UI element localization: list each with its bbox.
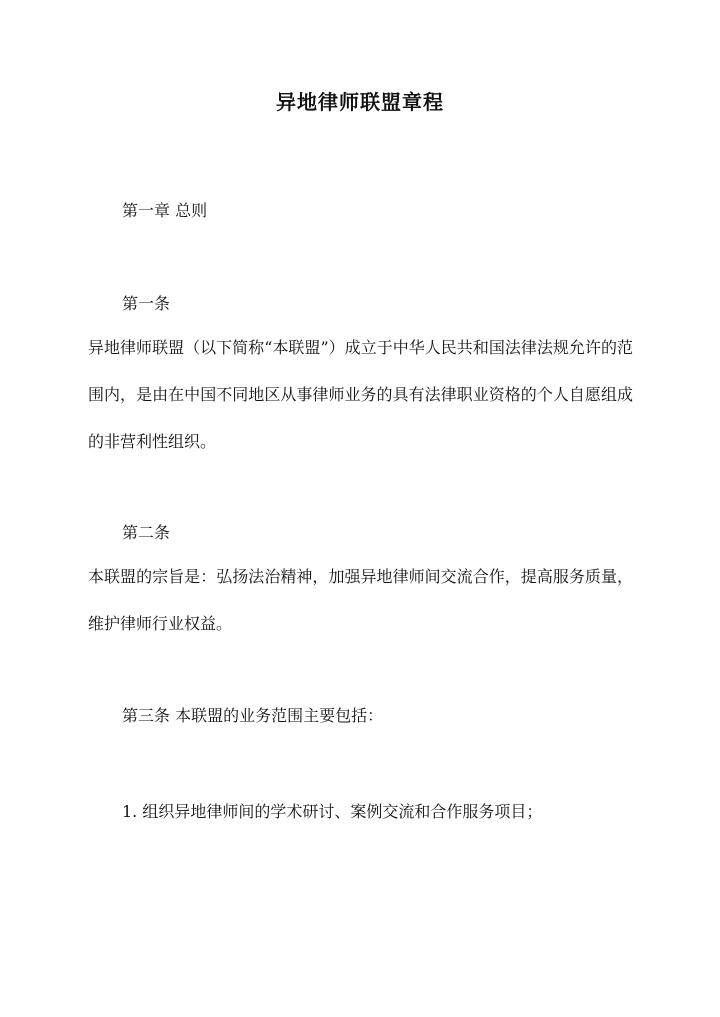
article-3-heading: 第三条 本联盟的业务范围主要包括： xyxy=(122,706,384,725)
article-2-text: 本联盟的宗旨是：弘扬法治精神，加强异地律师间交流合作，提高服务质量，维护律师行业权益。 xyxy=(88,567,633,633)
list-item: 1. 组织异地律师间的学术研讨、案例交流和合作服务项目； xyxy=(122,802,543,821)
article-1-heading: 第一条 xyxy=(122,294,171,313)
article-2-heading: 第二条 xyxy=(122,523,171,542)
chapter-heading: 第一章 总则 xyxy=(122,201,208,220)
document-title: 异地律师联盟章程 xyxy=(276,90,444,114)
article-1-text: 异地律师联盟（以下简称“本联盟”）成立于中华人民共和国法律法规允许的范围内，是由在中国不同地区从事律师业务的具有法律职业资格的个人自愿组成的非营利性组织。 xyxy=(88,338,633,451)
